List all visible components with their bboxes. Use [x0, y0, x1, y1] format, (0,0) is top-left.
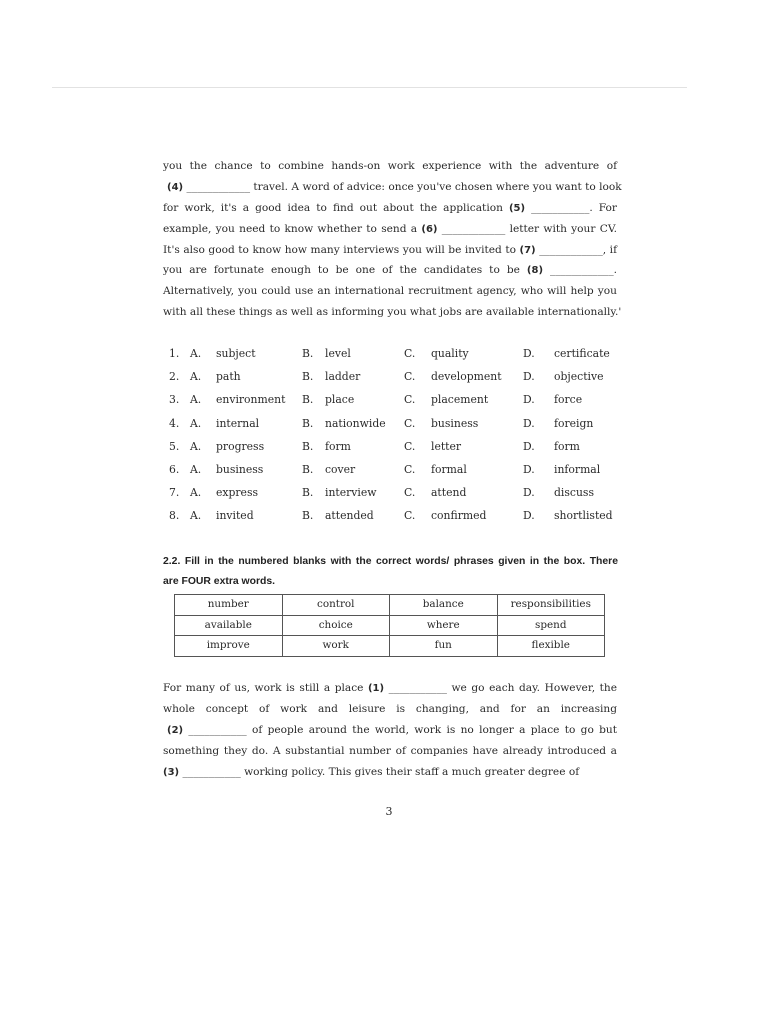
line-text: you are fortunate enough to be one of the candidates to be: [163, 264, 527, 277]
option-letter: A.: [190, 509, 202, 523]
option-b-text: form: [325, 439, 351, 453]
text-line: [163, 240, 617, 261]
text-line: [163, 156, 617, 177]
option-row: [163, 367, 623, 390]
option-letter: B.: [302, 486, 314, 500]
option-letter: D.: [523, 347, 535, 360]
option-row: [163, 414, 623, 437]
word-box-cell: spend: [497, 615, 605, 636]
line-text: ____________, if: [535, 243, 617, 256]
line-text: ____________.: [543, 264, 617, 277]
word-box-cell: flexible: [497, 636, 605, 657]
option-a-text: path: [216, 370, 241, 384]
option-letter: B.: [302, 416, 314, 430]
text-line: [163, 762, 617, 783]
option-d-text: foreign: [554, 416, 594, 430]
reading-passage-part-2: [163, 678, 617, 782]
option-letter: A.: [190, 347, 202, 360]
option-letter: B.: [302, 462, 314, 476]
option-letter: A.: [190, 416, 202, 430]
option-a-text: invited: [216, 509, 254, 523]
option-letter: C.: [404, 393, 416, 407]
option-row: [163, 506, 623, 529]
option-letter: D.: [523, 486, 535, 500]
line-text: Alternatively, you could use an international recruitment agency, who will help you: [163, 285, 617, 298]
option-a-text: express: [216, 486, 259, 500]
word-box-cell: responsibilities: [497, 595, 605, 616]
option-row: [163, 483, 623, 506]
text-line: [163, 281, 617, 302]
word-box-row: [175, 615, 605, 636]
header-divider: [52, 87, 687, 88]
option-letter: A.: [190, 439, 202, 453]
blank-number: (7): [519, 244, 536, 256]
line-text: whole concept of work and leisure is changing, and for an increasing: [163, 702, 617, 715]
text-line: [163, 198, 617, 219]
option-letter: C.: [404, 486, 416, 500]
option-d-text: objective: [554, 370, 604, 384]
line-text: something they do. A substantial number of companies have already introduced a: [163, 744, 617, 757]
question-number: 2.: [169, 370, 180, 384]
option-d-text: certificate: [554, 347, 610, 360]
option-letter: A.: [190, 393, 202, 407]
word-box-row: [175, 595, 605, 616]
option-b-text: attended: [325, 509, 374, 523]
option-a-text: subject: [216, 347, 256, 360]
line-text: ___________ we go each day. However, the: [384, 682, 617, 694]
question-number: 8.: [169, 509, 180, 523]
option-letter: D.: [523, 393, 535, 407]
blank-number: (4): [167, 181, 184, 193]
question-number: 5.: [169, 439, 180, 453]
option-c-text: confirmed: [431, 509, 487, 523]
option-b-text: level: [325, 347, 351, 360]
option-d-text: form: [554, 439, 580, 453]
line-text: ___________. For: [525, 201, 617, 214]
option-letter: C.: [404, 462, 416, 476]
heading-line-2: are FOUR extra words.: [163, 576, 276, 587]
text-line: [163, 260, 617, 281]
option-a-text: progress: [216, 439, 265, 453]
blank-number: (5): [508, 202, 526, 214]
word-box-cell: control: [282, 595, 390, 616]
line-text: ___________ working policy. This gives their staff a much greater degree of: [179, 765, 580, 778]
blank-number: (6): [421, 223, 438, 235]
question-number: 3.: [169, 393, 180, 407]
line-text: For many of us, work is still a place: [163, 682, 368, 694]
option-letter: D.: [523, 416, 535, 430]
option-a-text: business: [216, 462, 264, 476]
blank-number: (8): [526, 265, 544, 277]
option-b-text: cover: [325, 462, 356, 476]
blank-number: (3): [163, 766, 180, 778]
option-b-text: nationwide: [325, 416, 386, 430]
multiple-choice-options: [163, 344, 623, 530]
heading-line-1: 2.2. Fill in the numbered blanks with the correct words/ phrases given in the box. There: [163, 556, 618, 567]
line-text: It's also good to know how many interviews you will be invited to: [163, 243, 520, 256]
option-letter: D.: [523, 462, 535, 476]
option-letter: C.: [404, 416, 416, 430]
line-text: ___________ of people around the world, work is no longer a place to go but: [183, 723, 617, 736]
option-letter: B.: [302, 347, 314, 360]
text-line: [163, 741, 617, 762]
option-a-text: environment: [216, 393, 286, 407]
option-letter: A.: [190, 486, 202, 500]
option-letter: A.: [190, 462, 202, 476]
word-box-cell: fun: [390, 636, 498, 657]
option-c-text: formal: [431, 462, 467, 476]
option-letter: D.: [523, 509, 535, 523]
text-line: [163, 720, 617, 741]
blank-number: (1): [367, 683, 385, 694]
option-letter: B.: [302, 439, 314, 453]
text-line: [163, 302, 622, 323]
word-box-row: [175, 636, 605, 657]
option-d-text: shortlisted: [554, 509, 613, 523]
text-line: [163, 699, 617, 720]
line-text: for work, it's a good idea to find out about the application: [163, 201, 509, 214]
option-letter: C.: [404, 439, 416, 453]
option-letter: C.: [404, 370, 416, 384]
question-number: 4.: [169, 416, 180, 430]
word-box-cell: work: [282, 636, 390, 657]
section-2-2-heading: [163, 552, 618, 592]
word-box-cell: choice: [282, 615, 390, 636]
option-letter: C.: [404, 509, 416, 523]
line-text: ____________ travel. A word of advice: once you've chosen where you want to look: [183, 180, 622, 193]
question-number: 1.: [169, 347, 180, 360]
line-text: with all these things as well as informing you what jobs are available internationally.': [163, 306, 622, 319]
option-letter: D.: [523, 439, 535, 453]
option-letter: B.: [302, 393, 314, 407]
option-c-text: business: [431, 416, 479, 430]
option-c-text: attend: [431, 486, 467, 500]
option-b-text: ladder: [325, 370, 361, 384]
option-a-text: internal: [216, 416, 260, 430]
option-letter: A.: [190, 370, 202, 384]
word-box-cell: available: [175, 615, 283, 636]
option-row: [163, 390, 623, 413]
text-line: [163, 177, 622, 198]
option-row: [163, 460, 623, 483]
option-b-text: interview: [325, 486, 377, 500]
option-d-text: force: [554, 393, 583, 407]
text-line: [163, 678, 617, 699]
option-d-text: informal: [554, 462, 601, 476]
reading-passage-part-1: [163, 156, 622, 323]
page-number: 3: [385, 805, 393, 818]
option-c-text: placement: [431, 393, 489, 407]
option-b-text: place: [325, 393, 355, 407]
option-letter: C.: [404, 347, 416, 360]
word-box-table: [174, 594, 605, 657]
option-letter: B.: [302, 370, 314, 384]
word-box-cell: number: [175, 595, 283, 616]
option-c-text: letter: [431, 439, 462, 453]
text-line: [163, 219, 617, 240]
word-box-cell: balance: [390, 595, 498, 616]
word-box-cell: improve: [175, 636, 283, 657]
blank-number: (2): [167, 724, 184, 736]
option-letter: D.: [523, 370, 535, 384]
line-text: example, you need to know whether to send a: [163, 222, 422, 235]
option-c-text: development: [431, 370, 502, 384]
option-row: [163, 344, 623, 367]
line-text: you the chance to combine hands-on work experience with the adventure of: [163, 160, 617, 172]
question-number: 6.: [169, 462, 180, 476]
option-d-text: discuss: [554, 486, 594, 500]
word-box-cell: where: [390, 615, 498, 636]
line-text: ____________ letter with your CV.: [437, 222, 617, 235]
option-c-text: quality: [431, 347, 469, 360]
question-number: 7.: [169, 486, 180, 500]
option-row: [163, 437, 623, 460]
option-letter: B.: [302, 509, 314, 523]
